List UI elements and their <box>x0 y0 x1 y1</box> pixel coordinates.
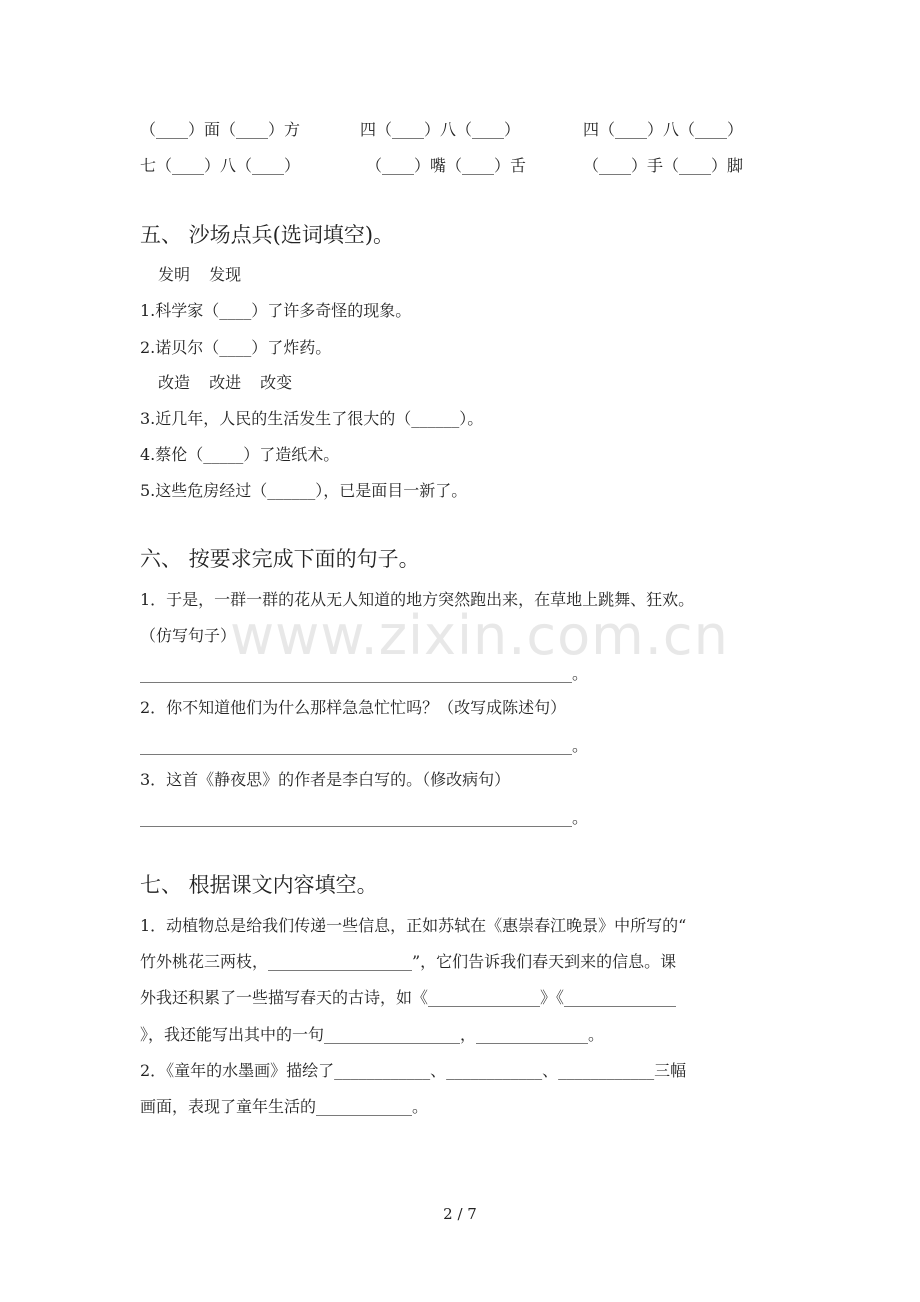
section-heading: 五、 沙场点兵(选词填空)。 <box>140 223 395 247</box>
idiom-item: （____）手（____）脚 <box>583 156 744 175</box>
idiom-item: 七（____）八（____） <box>140 156 301 175</box>
section-heading: 七、 根据课文内容填空。 <box>140 873 378 897</box>
idiom-item: 四（____）八（____） <box>583 120 744 139</box>
question-line: 2．你不知道他们为什么那样急急忙忙吗？（改写成陈述句） <box>140 698 567 717</box>
idiom-item: 四（____）八（____） <box>360 120 521 139</box>
answer-line: ______________________________________________________。 <box>140 808 589 827</box>
question-line: 3．这首《静夜思》的作者是李白写的。（修改病句） <box>140 770 511 789</box>
question-line: 2．《童年的水墨画》描绘了____________、____________、____________三幅 <box>140 1061 687 1080</box>
question-line: 》，我还能写出其中的一句_________________，______________。 <box>140 1025 605 1044</box>
word-choices: 发明 发现 <box>158 265 242 284</box>
answer-line: ______________________________________________________。 <box>140 736 589 755</box>
question-line: 3.近几年，人民的生活发生了很大的（______）。 <box>140 409 484 428</box>
question-line: 5.这些危房经过（______），已是面目一新了。 <box>140 481 468 500</box>
idiom-item: （____）嘴（____）舌 <box>366 156 527 175</box>
question-line: 4.蔡伦（_____）了造纸术。 <box>140 445 340 464</box>
question-line: 2.诺贝尔（____）了炸药。 <box>140 338 332 357</box>
page-number: 2 / 7 <box>443 1205 477 1223</box>
question-line: 1.科学家（____）了许多奇怪的现象。 <box>140 301 412 320</box>
question-line: 1．于是，一群一群的花从无人知道的地方突然跑出来，在草地上跳舞、狂欢。 <box>140 590 695 609</box>
question-line: 外我还积累了一些描写春天的古诗，如《______________》《______________ <box>140 988 677 1007</box>
question-line: 画面，表现了童年生活的____________。 <box>140 1097 429 1116</box>
section-heading: 六、 按要求完成下面的句子。 <box>140 547 420 571</box>
question-line: 竹外桃花三两枝，__________________”，它们告诉我们春天到来的信息。课 <box>140 952 677 971</box>
question-line: （仿写句子） <box>140 626 237 645</box>
question-line: 1．动植物总是给我们传递一些信息，正如苏轼在《惠崇春江晚景》中所写的“ <box>140 916 687 935</box>
answer-line: ______________________________________________________。 <box>140 664 589 683</box>
word-choices: 改造 改进 改变 <box>158 373 293 392</box>
idiom-item: （____）面（____）方 <box>140 120 301 139</box>
watermark: www.zixin.com.cn <box>230 604 729 667</box>
